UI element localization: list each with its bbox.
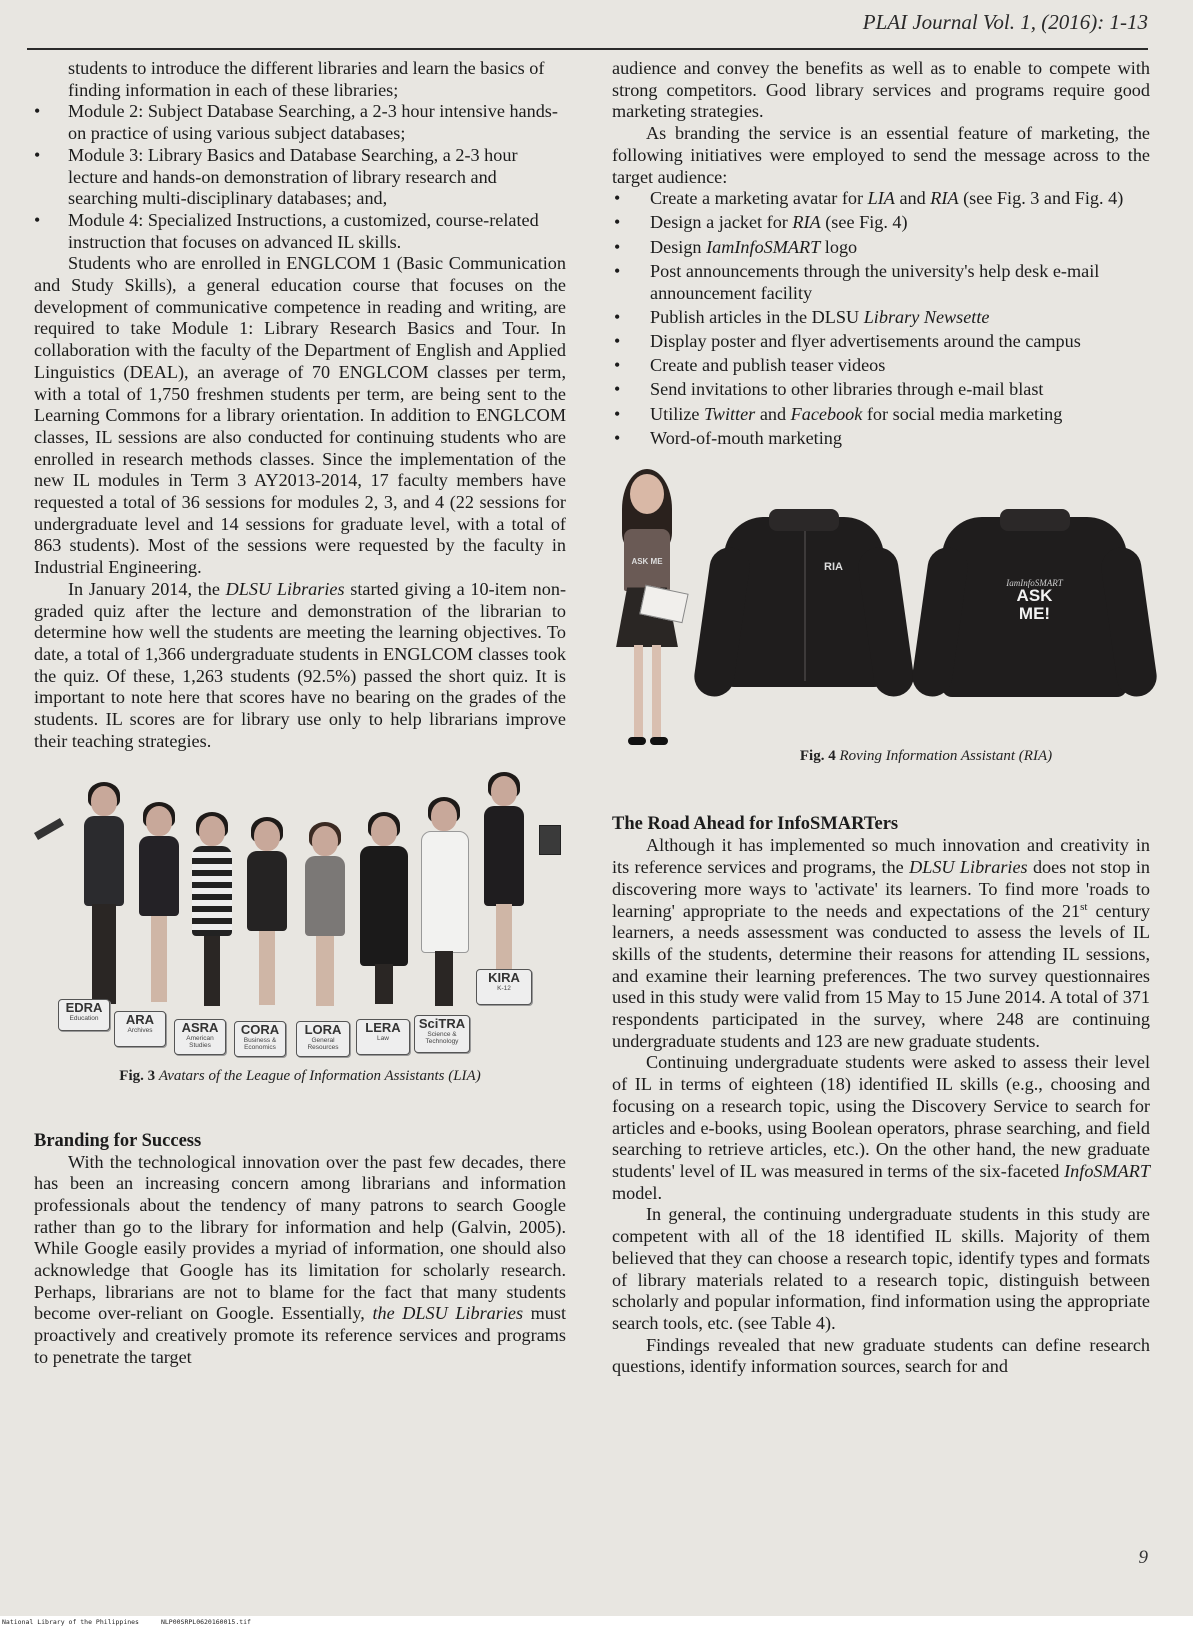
tag-lora bbox=[296, 1021, 350, 1057]
header-rule bbox=[27, 48, 1148, 50]
jacket-askme-text bbox=[942, 587, 1127, 623]
tag-sub: Science & Technology bbox=[425, 1030, 459, 1045]
tag-name: LERA bbox=[365, 1019, 401, 1035]
text-run: does not stop in discovering more ways to 'activate' its learners. To find more 'roads to learning' appropriate to the needs and expectations of the 21 bbox=[612, 857, 1150, 921]
avatar-lera bbox=[354, 816, 414, 1016]
text-run: Word-of-mouth marketing bbox=[650, 427, 842, 448]
text-run: and bbox=[894, 188, 931, 209]
spacer bbox=[34, 1078, 566, 1130]
paragraph-road-3: In general, the continuing undergraduate students in this study are competent with all of the 18 identified IL skills. Majority of them believed that they can choose a research topic, identify types and formats of library materials related to a research topic, distinguish between scholarly and popular information, find information using the appropriate search tools, etc. (see Table 4). bbox=[612, 1204, 1150, 1333]
figure-4-ria bbox=[612, 469, 1150, 779]
avatar-edra bbox=[74, 786, 134, 1016]
module-item: • Module 2: Subject Database Searching, a 2-3 hour intensive hands-on practice of using various subject databases; bbox=[34, 101, 566, 144]
paragraph-road-2 bbox=[612, 1052, 1150, 1204]
text-run: Design bbox=[650, 236, 707, 257]
page-number: 9 bbox=[1138, 1547, 1148, 1568]
section-heading-branding: Branding for Success bbox=[34, 1130, 202, 1151]
girl-shirt-text: ASK ME bbox=[631, 557, 663, 567]
tag-name: KIRA bbox=[488, 969, 520, 985]
avatar-scitra bbox=[414, 801, 474, 1016]
tag-sub: Education bbox=[69, 1014, 99, 1022]
tag-sub: General Resources bbox=[307, 1036, 339, 1051]
paragraph-englcom: Students who are enrolled in ENGLCOM 1 (Basic Communication and Study Skills), a general education course that focuses on the development of communicative competence in reading and writing, are required to take Module 1: Library Research Basics and Tour. In collaboration with the faculty of the Department of English and Applied Linguistics (DEAL), an average of 70 ENGLCOM classes per term, with a total of 1,750 freshmen students per term, are being sent to the Learning Commons for a library orientation. In addition to ENGLCOM classes, IL sessions are also conducted for continuing students who are enrolled in research methods classes. Since the implementation of the new IL modules in Term 3 AY2013-2014, 17 faculty members have requested a total of 36 sessions for modules 2, 3, and 4 (22 sessions for undergraduate level and 14 sessions for graduate level, with a total of 863 students). Most of the sessions were requested by the faculty in Industrial Engineering. bbox=[34, 253, 566, 578]
text-run: century learners, a needs assessment was conducted to assess the levels of IL skills of the students, determine their reasons for attending IL sessions, and examine their learning preferences. The two survey questionnaires used in this study were valid from 15 May to 15 June 2014. A total of 371 respondents participated in the survey, where 248 are continuing undergraduate students and 123 are new graduate students. bbox=[612, 900, 1150, 1051]
tag-sub: Law bbox=[377, 1034, 389, 1042]
figure-3-avatars bbox=[34, 773, 566, 1084]
initiative-list bbox=[612, 188, 1150, 449]
ria-avatar-girl bbox=[612, 469, 692, 759]
pointer-decoration bbox=[34, 818, 64, 840]
askme-line: ME! bbox=[1018, 604, 1051, 624]
figure-caption-text: Roving Information Assistant (RIA) bbox=[839, 748, 1053, 765]
figure-3-caption bbox=[34, 1067, 566, 1085]
text-run: Create a marketing avatar for bbox=[650, 188, 868, 209]
askme-line: ASK bbox=[1016, 586, 1053, 606]
tag-asra bbox=[174, 1019, 226, 1055]
initiative-item bbox=[612, 355, 1150, 377]
tag-sub: Business & Economics bbox=[243, 1036, 277, 1051]
paragraph-carry-over: audience and convey the benefits as well as to enable to compete with strong competitors. Good library services and programs require good marketing strategies. bbox=[612, 58, 1150, 122]
text-run: In January 2014, the bbox=[68, 578, 226, 599]
initiative-item bbox=[612, 237, 1150, 259]
module-list bbox=[34, 101, 566, 253]
text-run: Continuing undergraduate students were asked to assess their level of IL in terms of eighteen (18) identified IL skills (e.g., choosing and focusing on a research topic, using the Discovery Service to search for articles and e-books, using Boolean operators, phrase searching, and field searching to retrieve articles, etc.). On the other hand, the new graduate students' level of IL was measured in terms of the six-faceted bbox=[612, 1052, 1150, 1181]
tag-kira bbox=[476, 969, 532, 1005]
tag-name: CORA bbox=[240, 1021, 280, 1037]
tag-sub: Archives bbox=[127, 1026, 153, 1034]
text-run: Publish articles in the DLSU bbox=[650, 306, 864, 327]
calculator-icon bbox=[539, 825, 561, 855]
jacket-ria-logo bbox=[824, 557, 843, 579]
text-run: and bbox=[755, 403, 791, 424]
avatar-lora bbox=[296, 826, 354, 1016]
initiative-item bbox=[612, 307, 1150, 329]
text-run: model. bbox=[612, 1182, 663, 1203]
initiative-item bbox=[612, 212, 1150, 234]
figure-caption-text: Avatars of the League of Information Assistants (LIA) bbox=[158, 1067, 481, 1084]
text-run-italic: InfoSMART bbox=[1064, 1161, 1150, 1181]
module-item: • Module 3: Library Basics and Database Searching, a 2-3 hour lecture and hands-on demonstration of library research and searching multi-disciplinary databases; and, bbox=[34, 145, 566, 210]
initiative-item bbox=[612, 379, 1150, 401]
text-run: logo bbox=[820, 236, 858, 257]
text-run: Create and publish teaser videos bbox=[650, 355, 886, 376]
initiative-item bbox=[612, 261, 1150, 304]
text-run: Post announcements through the university's help desk e-mail announcement facility bbox=[650, 260, 1100, 303]
text-run-italic: DLSU Libraries bbox=[909, 857, 1028, 878]
ria-logo-text: RIA bbox=[824, 561, 843, 574]
text-run: (see Fig. 3 and Fig. 4) bbox=[958, 188, 1124, 209]
journal-header: PLAI Journal Vol. 1, (2016): 1-13 bbox=[862, 10, 1148, 34]
paragraph-road-4: Findings revealed that new graduate students can define research questions, identify information sources, search for and bbox=[612, 1334, 1150, 1377]
initiative-item bbox=[612, 404, 1150, 426]
tag-name: ASRA bbox=[181, 1019, 219, 1035]
tag-scitra bbox=[414, 1015, 470, 1053]
paragraph-quiz bbox=[34, 579, 566, 753]
tag-name: ARA bbox=[125, 1011, 155, 1027]
avatar-asra bbox=[184, 816, 240, 1016]
text-run-italic: RIA bbox=[930, 188, 959, 209]
text-run: With the technological innovation over the past few decades, there has been an increasing concern among librarians and information professionals about the tendency of many patrons to search Google rather than go to the library for information and help (Galvin, 2005). While Google easily provides a myriad of information, one should also acknowledge that Google has its limitation for scholarly research. Perhaps, librarians are not to blame for the fact that many students become over-reliant on Google. Essentially, bbox=[34, 1151, 566, 1324]
tag-name: EDRA bbox=[65, 999, 103, 1015]
text-run-italic: Library Newsette bbox=[863, 306, 990, 327]
tag-name: LORA bbox=[304, 1021, 342, 1037]
paragraph-initiatives-intro: As branding the service is an essential feature of marketing, the following initiatives were employed to send the message across to the target audience: bbox=[612, 123, 1150, 187]
text-run: Send invitations to other libraries through e-mail blast bbox=[650, 379, 1044, 400]
tag-sub: American Studies bbox=[186, 1034, 214, 1049]
text-run: Utilize bbox=[650, 403, 705, 424]
figure-4-caption bbox=[702, 747, 1150, 765]
tag-edra bbox=[58, 999, 110, 1031]
avatar-cora bbox=[239, 821, 295, 1016]
text-run-italic: Twitter bbox=[704, 403, 756, 424]
initiative-item bbox=[612, 188, 1150, 210]
module-item: • Module 4: Specialized Instructions, a customized, course-related instruction that focuses on advanced IL skills. bbox=[34, 210, 566, 253]
footer-institution: National Library of the Philippines bbox=[2, 1618, 139, 1626]
tag-name: SciTRA bbox=[418, 1015, 466, 1031]
text-run: Design a jacket for bbox=[650, 212, 793, 233]
avatar-ara bbox=[129, 806, 189, 1016]
tag-sub: K-12 bbox=[497, 984, 511, 992]
initiative-item bbox=[612, 428, 1150, 450]
right-column bbox=[612, 58, 1150, 1378]
text-run: must proactively and creatively promote its reference services and programs to penetrate the target bbox=[34, 1303, 567, 1367]
text-run-italic: RIA bbox=[792, 212, 821, 233]
paragraph-road-1 bbox=[612, 835, 1150, 1052]
spacer bbox=[612, 779, 1150, 813]
text-run: Display poster and flyer advertisements around the campus bbox=[650, 330, 1081, 351]
jacket-brand: IamInfoSMART bbox=[1006, 578, 1063, 589]
text-run-italic: IamInfoSMART bbox=[706, 236, 821, 257]
paragraph-branding bbox=[34, 1152, 566, 1369]
text-run: (see Fig. 4) bbox=[820, 212, 908, 233]
jacket-ria bbox=[724, 517, 884, 687]
tag-lera bbox=[356, 1019, 410, 1055]
superscript: st bbox=[1080, 900, 1088, 913]
section-heading-road-ahead: The Road Ahead for InfoSMARTers bbox=[612, 814, 899, 835]
text-run: for social media marketing bbox=[862, 403, 1063, 424]
text-run-italic: Facebook bbox=[790, 403, 863, 424]
initiative-item bbox=[612, 331, 1150, 353]
text-run-italic: LIA bbox=[867, 188, 895, 209]
text-run: Although it has implemented so much innovation and creativity in its reference services and programs, the bbox=[612, 835, 1150, 878]
tag-ara bbox=[114, 1011, 166, 1047]
scan-footer bbox=[0, 1616, 1193, 1628]
footer-file: NLP00SRPL0620160015.tif bbox=[160, 1618, 251, 1626]
figure-label: Fig. 4 bbox=[799, 748, 836, 765]
tag-cora bbox=[234, 1021, 286, 1057]
figure-label: Fig. 3 bbox=[119, 1067, 156, 1084]
text-run-italic: DLSU Libraries bbox=[225, 578, 345, 599]
jacket-askme bbox=[942, 517, 1127, 697]
text-run: started giving a 10-item non-graded quiz after the lecture and demonstration of the librarian to determine how well the students are meeting the learning objectives. To date, a total of 1,366 undergraduate students in ENGLCOM classes took the quiz. Of these, 1,263 students (92.5%) passed the short quiz. It is important to note here that scores have no bearing on the grades of the students. IL scores are for library use only to help librarians improve their teaching strategies. bbox=[34, 578, 566, 751]
text-run-italic: the DLSU Libraries bbox=[372, 1303, 524, 1324]
module-1-continuation: students to introduce the different libraries and learn the basics of finding information in each of these libraries; bbox=[68, 58, 545, 100]
left-column bbox=[34, 58, 566, 1369]
